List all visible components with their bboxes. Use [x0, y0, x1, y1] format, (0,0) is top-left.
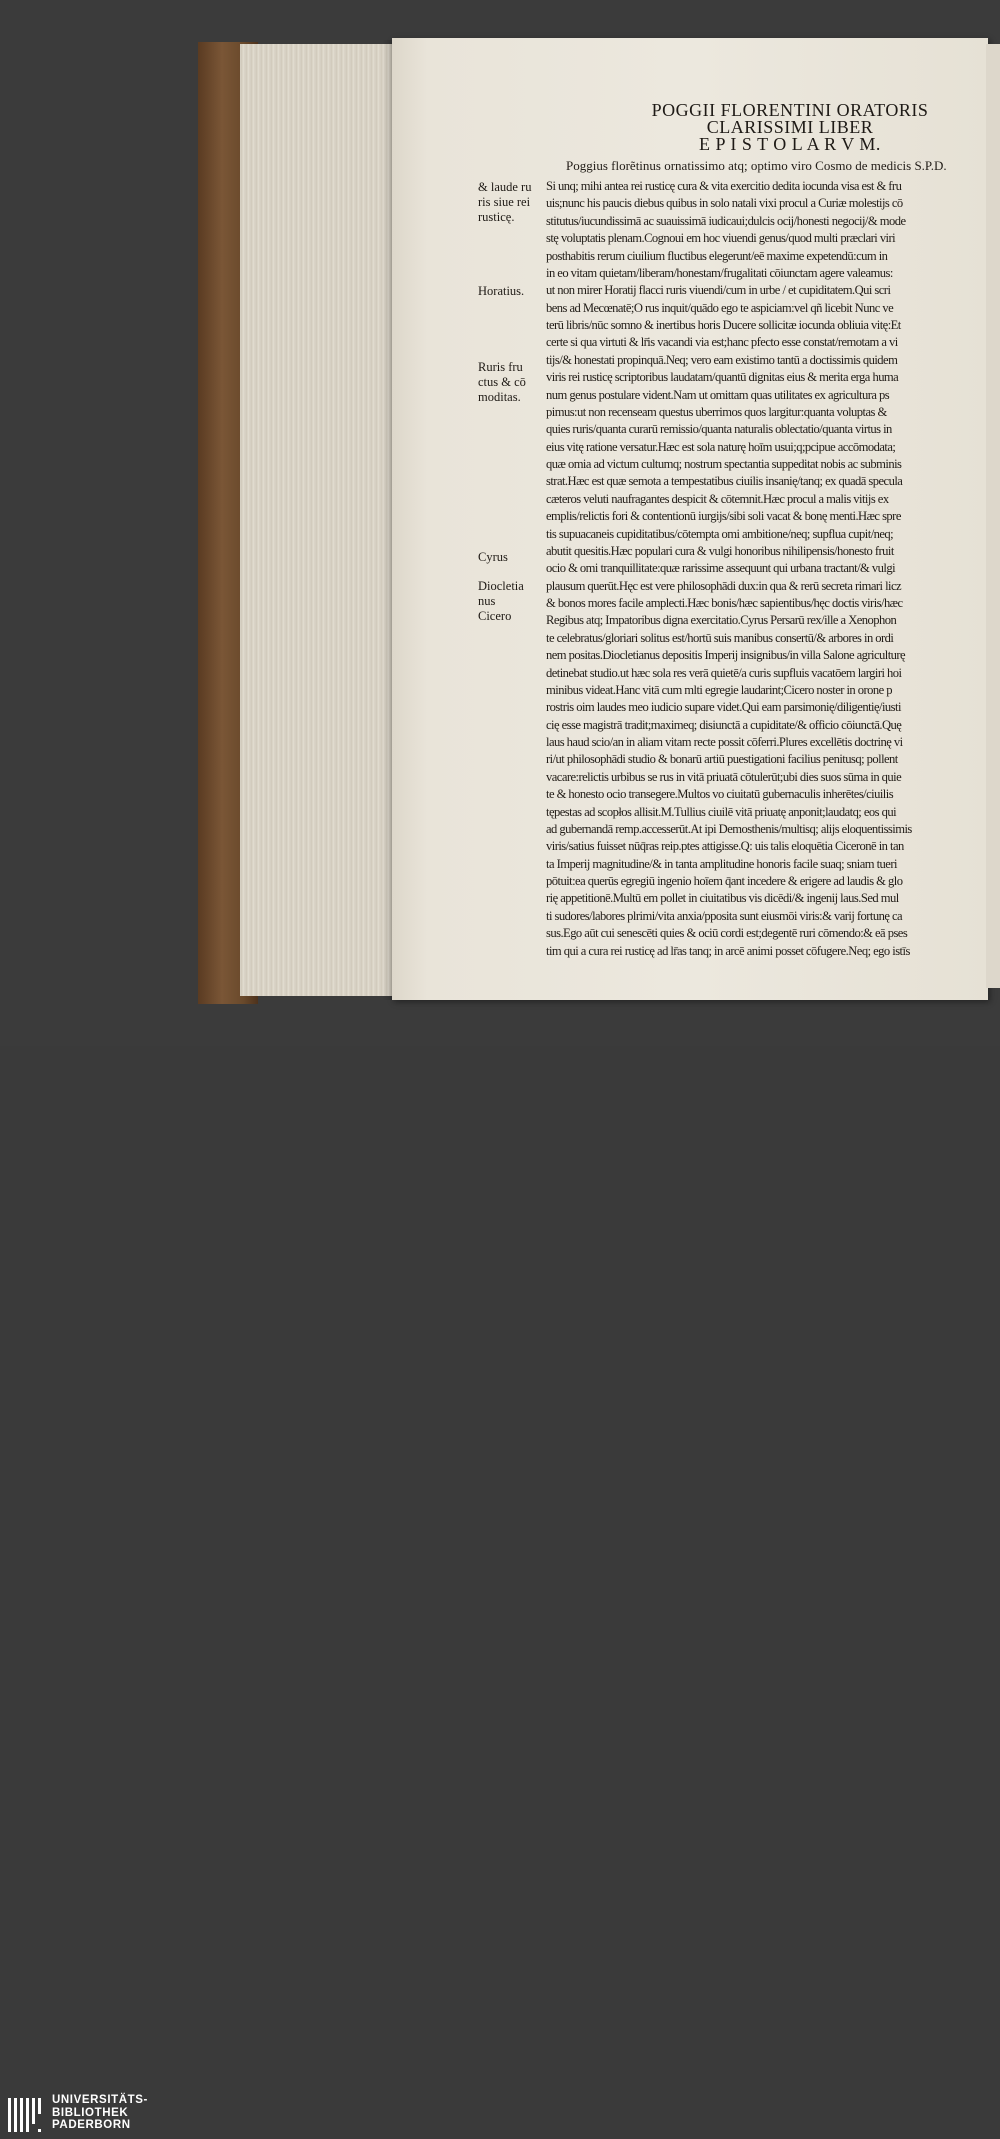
text-line: viris/satius fuisset nūq̄ras reip.ptes attigisse.Q: uis talis eloquētia Ciceronē in tan [546, 839, 904, 854]
text-line: minibus videat.Hanc vitā cum mlti egregie laudarint;Cicero noster in orone p [546, 682, 893, 697]
margin-note-line: Ruris fru [478, 360, 523, 374]
text-line: tim qui a cura rei rusticę ad lr̄as tanq; in arcē animi posset cōfugere.Neq; ego istīs [546, 943, 910, 958]
margin-note-laude-ruris [478, 180, 548, 225]
text-line: nem positas.Diocletianus depositis Imperij insignibus/in villa Salone agriculturę [546, 648, 906, 663]
page-heading [600, 102, 980, 153]
text-line: rostris oim laudes meo iudicio supare videt.Qui eam parsimonię/diligentię/iusti [546, 700, 901, 715]
heading-line: POGGII FLORENTINI ORATORIS [651, 100, 929, 120]
footer-bar [0, 1046, 1000, 2131]
margin-note-line: Diocletia [478, 579, 524, 593]
margin-note-line: ctus & cō [478, 375, 526, 389]
facing-page-edge [986, 44, 1000, 988]
heading-line: E P I S T O L A R V M. [699, 134, 881, 154]
margin-note-line: nus [478, 594, 496, 608]
text-line: ocio & omi tranquillitate:quæ rarissime assequunt qui urbana tractant/& vulgi [546, 561, 896, 576]
text-line: ri/ut philosophādi studio & bonarū artiū puestigationi facilius penitusq; pollent [546, 752, 898, 767]
margin-note-line: & laude ru [478, 180, 532, 194]
body-text-block [546, 178, 978, 960]
margin-note-ruris-fructus [478, 360, 548, 405]
text-line: laus haud scio/an in aliam vitam recte possit cōferri.Plures excellētis doctrinę vi [546, 735, 903, 749]
text-line: te & honesto ocio transegere.Multos vo ciuitatū gubernaculis inherētes/ciuilis [546, 787, 894, 802]
text-line: cæteros veluti naufragantes despicit & cōtemnit.Hæc procul a malis vitijs ex [546, 491, 889, 506]
text-line: ut non mirer Horatij flacci ruris viuendi/cum in urbe / et cupiditatem.Qui scri [546, 283, 891, 298]
text-line: & bonos mores facile amplecti.Hæc bonis/hæc sapientibus/hęc doctis viris/hæc [546, 596, 903, 610]
text-line: posthabitis rerum ciuilium fluctibus elegerunt/eē maxime expetendū:cum in [546, 248, 888, 263]
text-line: tis supuacaneis cupiditatibus/cōtempta omi ambitione/neq; supflua cupit/neq; [546, 526, 894, 541]
text-line: ti sudores/labores plrimi/vita anxia/pposita sunt eiusmōi viris:& varij fortunę ca [546, 908, 903, 923]
page-stack-edge [240, 44, 392, 996]
text-line: strat.Hæc est quæ semota a tempestatibus ciuilis insanię/tanq; ex quadā specula [546, 474, 903, 489]
text-line: eius vitę ratione versatur.Hæc est sola naturę hoīm usui;q;pcipue accōmodata; [546, 439, 896, 454]
text-line: tijs/& honestati propinquā.Neq; vero eam existimo tantū a doctissimis quidem [546, 352, 898, 367]
text-line: sus.Ego aūt cui senescēti quies & ociū cordi est;degentē ruri cōmendo:& eā pses [546, 926, 908, 941]
margin-note-line: Horatius. [478, 284, 525, 298]
text-line: terū libris/nūc somno & inertibus horis Ducere sollicitæ iocunda obliuia vitę:Et [546, 318, 901, 332]
library-logo-text [52, 2094, 148, 2132]
text-line: abutit quesitis.Hæc populari cura & vulgi honoribus nihilipensis/honesto fruit [546, 543, 894, 558]
document-viewer [0, 0, 1000, 1046]
text-line: ad gubernandā remp.accesserūt.At ipi Demosthenis/multisq; alijs eloquentissimis [546, 821, 912, 836]
text-line: vacare:relictis urbibus se rus in vitā priuatā cōtulerūt;ubi dies suos sūma in quie [546, 769, 902, 784]
text-line: detinebat studio.ut hæc sola res verā quietē/a curis supfluis vacatōem largiri hoi [546, 665, 902, 680]
logo-line: PADERBORN [52, 2119, 131, 2131]
logo-line: UNIVERSITÄTS- [52, 2094, 148, 2106]
text-line: rię appetitionē.Multū em pollet in ciuitatibus vis dicēdi/& ingenij laus.Sed mul [546, 891, 899, 906]
margin-note-line: Cicero [478, 609, 512, 623]
text-line: emplis/relictis fori & contentionū iurgijs/sibi soli vacat & bonę menti.Hæc spre [546, 509, 901, 524]
text-line: Regibus atq; Impatoribus digna exercitatio.Cyrus Persarū rex/ille a Xenophon [546, 613, 897, 628]
text-line: stitutus/iucundissimā ac suauissimā iudicaui;dulcis ocij/honesti negocij/& mode [546, 213, 906, 228]
text-line: pimus:ut non recenseam questus uberrimos quos largitur:quanta voluptas & [546, 404, 887, 419]
text-line: tępestas ad scopłos allisit.M.Tullius ciuilē vitā priuatę anponit;laudatq; eos qui [546, 804, 897, 819]
margin-note-diocletianus [478, 579, 548, 609]
margin-note-line: ris siue rei [478, 195, 531, 209]
text-line: Si unq; mihi antea rei rusticę cura & vita exercitio dedita iocunda visa est & fru [546, 179, 902, 193]
library-logo-icon [6, 2095, 46, 2139]
text-line: quies ruris/quanta curarū remissio/quanta naturalis oblectatio/quanta virtus in [546, 422, 892, 437]
margin-note-cyrus [478, 550, 548, 565]
text-line: ta Imperij magnitudine/& in tanta amplitudine honoris facile suaq; sniam tueri [546, 856, 897, 871]
logo-line: BIBLIOTHEK [52, 2106, 129, 2119]
margin-note-line: rusticę. [478, 210, 515, 224]
text-line: certe si qua virtuti & lr̄is vacandi via est;hanc pfecto esse constat/remotam a vi [546, 335, 898, 350]
margin-note-cicero [478, 609, 548, 624]
text-line: te celebratus/gloriari solitus est/hortū suis manibus consertū/& arbores in ordi [546, 630, 894, 645]
margin-note-horatius [478, 284, 548, 299]
text-line: bens ad Mecœnatē;O rus inquit/quādo ego te aspiciam:vel qñ licebit Nunc ve [546, 300, 894, 315]
dedication-line: Poggius florẽtinus ornatissimo atq; optimo viro Cosmo de medicis S.P.D. [566, 158, 947, 173]
margin-note-line: Cyrus [478, 550, 508, 564]
heading-line: CLARISSIMI LIBER [706, 117, 874, 137]
text-line: quæ omia ad victum cultumq; nostrum spectantia suppeditat nobis ac subminis [546, 457, 902, 471]
text-line: plausum querūt.Hęc est vere philosophādi dux:in qua & rerū secreta rimari licz [546, 578, 902, 593]
text-line: num genus postulare vident.Nam ut omittam quas utilitates ex agricultura ps [546, 387, 890, 402]
text-line: cię esse magistrā tradit;maximeq; disiunctā a cupiditate/& officio cōiunctā.Quę [546, 717, 902, 732]
text-line: in eo vitam quietam/liberam/honestam/frugalitati cōiunctam agere valeamus: [546, 265, 893, 280]
margin-note-line: moditas. [478, 390, 521, 404]
text-line: pōtuit:ea querūs egregiū ingenio hoīem q̄ant incedere & erigere ad laudis & glo [546, 874, 903, 888]
text-line: viris rei rusticę scriptoribus laudatam/quantū dignitas eius & merita erga huma [546, 370, 899, 385]
text-line: uis;nunc his paucis diebus quibus in solo natali vixi procul a Curiæ molestijs cō [546, 196, 903, 211]
text-line: stę voluptatis plenam.Cognoui em hoc viuendi genus/quod multi præclari viri [546, 231, 896, 246]
